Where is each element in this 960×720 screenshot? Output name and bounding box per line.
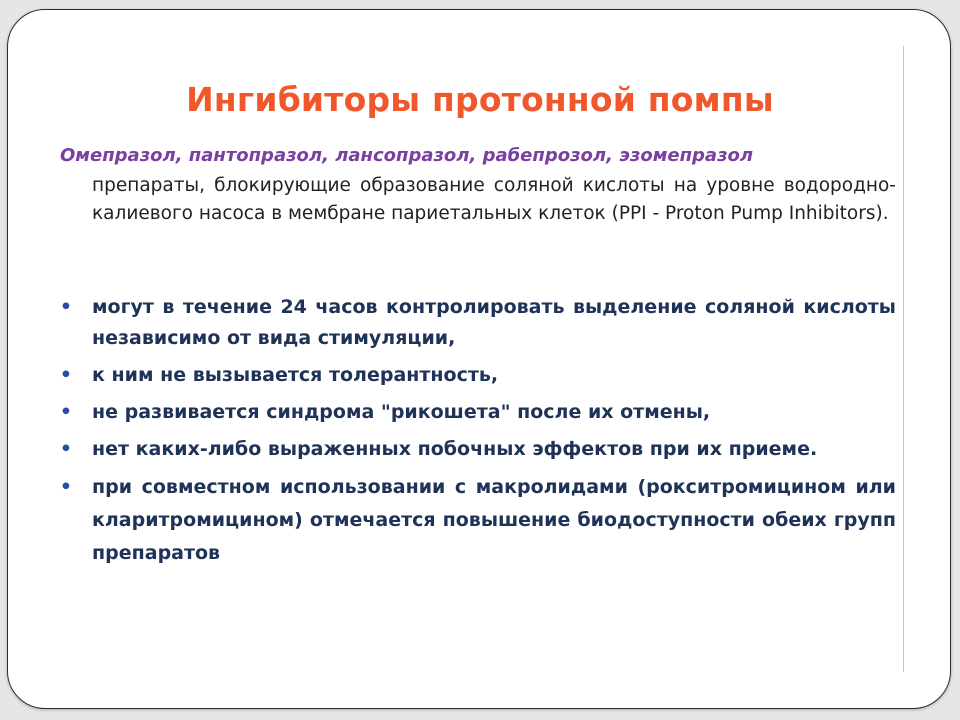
bullet-item <box>56 360 896 391</box>
bullet-text: к ним не вызывается толерантность, <box>92 364 499 386</box>
bullet-text: не развивается синдрома "рикошета" после их отмены, <box>92 401 711 423</box>
bullet-icon: • <box>59 476 73 498</box>
bullet-list <box>56 292 896 576</box>
bullet-text: нет каких-либо выраженных побочных эффектов при их приеме. <box>92 438 818 460</box>
slide-title: Ингибиторы протонной помпы <box>186 80 774 119</box>
bullet-icon: • <box>59 401 73 423</box>
slide-right-rule <box>903 46 904 672</box>
bullet-item <box>56 471 896 570</box>
bullet-icon: • <box>59 438 73 460</box>
bullet-item <box>56 434 896 465</box>
bullet-icon: • <box>59 364 73 386</box>
bullet-item <box>56 397 896 428</box>
bullet-text: могут в течение 24 часов контролировать выделение соляной кислоты независимо от вида стимуляции, <box>92 296 896 349</box>
bullet-text: при совместном использовании с макролидами (рокситромицином или кларитромицином) отмечается повышение биодоступности обеих групп препаратов <box>92 476 896 564</box>
drug-list: Омепразол, пантопразол, лансопразол, рабепрозол, эзомепразол <box>60 145 754 166</box>
definition-text: препараты, блокирующие образование соляной кислоты на уровне водородно-калиевого насоса в мембране париетальных клеток (PPI - Proton Pump Inhibitors). <box>92 175 896 224</box>
bullet-item <box>56 292 896 354</box>
bullet-icon: • <box>59 296 73 318</box>
